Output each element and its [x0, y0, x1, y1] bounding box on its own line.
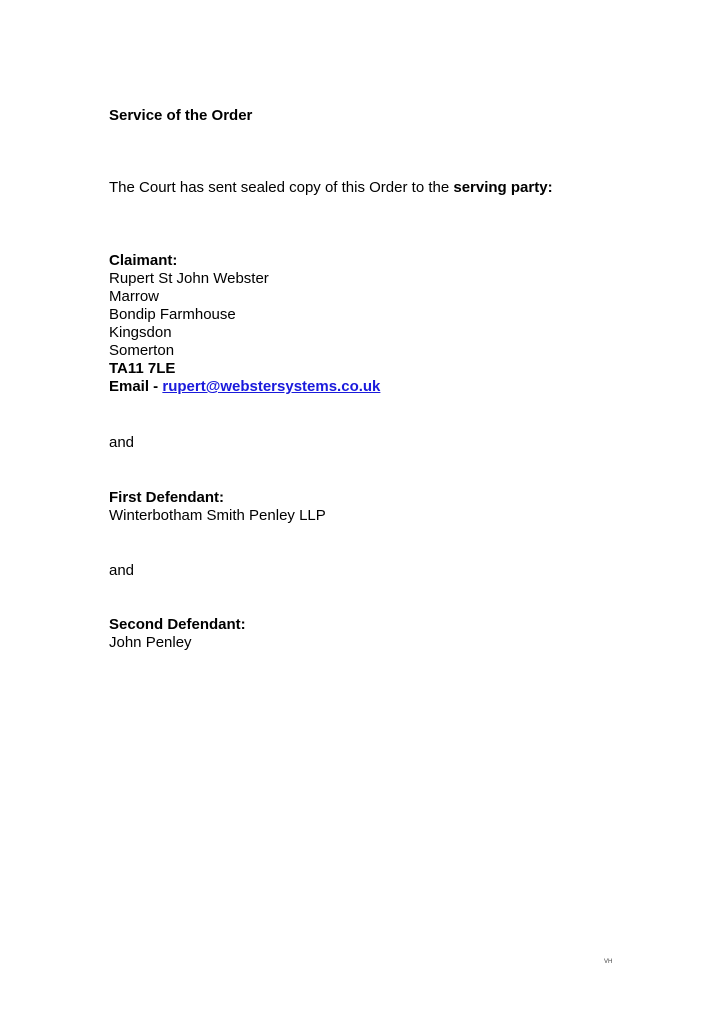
claimant-postcode: TA11 7LE	[109, 360, 176, 377]
claimant-label: Claimant:	[109, 252, 178, 269]
intro-text: The Court has sent sealed copy of this Order to the	[109, 179, 454, 196]
conjunction-and: and	[109, 562, 135, 579]
second-defendant-label: Second Defendant:	[109, 616, 246, 633]
first-defendant-label: First Defendant:	[109, 489, 225, 506]
claimant-address-line: Bondip Farmhouse	[109, 306, 236, 323]
footer-initials: VH	[604, 959, 613, 965]
first-defendant-name: Winterbotham Smith Penley LLP	[109, 507, 326, 524]
claimant-address-line: Somerton	[109, 342, 175, 359]
claimant-email-link[interactable]: rupert@webstersystems.co.uk	[162, 378, 381, 395]
document-page	[109, 0, 669, 1024]
claimant-address-line: Kingsdon	[109, 324, 172, 341]
email-label: Email -	[109, 378, 163, 395]
conjunction-and: and	[109, 434, 135, 451]
claimant-email-row	[109, 378, 380, 396]
claimant-address-line: Marrow	[109, 288, 160, 305]
claimant-address-line: Rupert St John Webster	[109, 270, 269, 287]
intro-emphasis: serving party:	[453, 179, 553, 196]
section-heading: Service of the Order	[109, 107, 253, 124]
second-defendant-name: John Penley	[109, 634, 192, 651]
intro-paragraph	[109, 179, 553, 197]
